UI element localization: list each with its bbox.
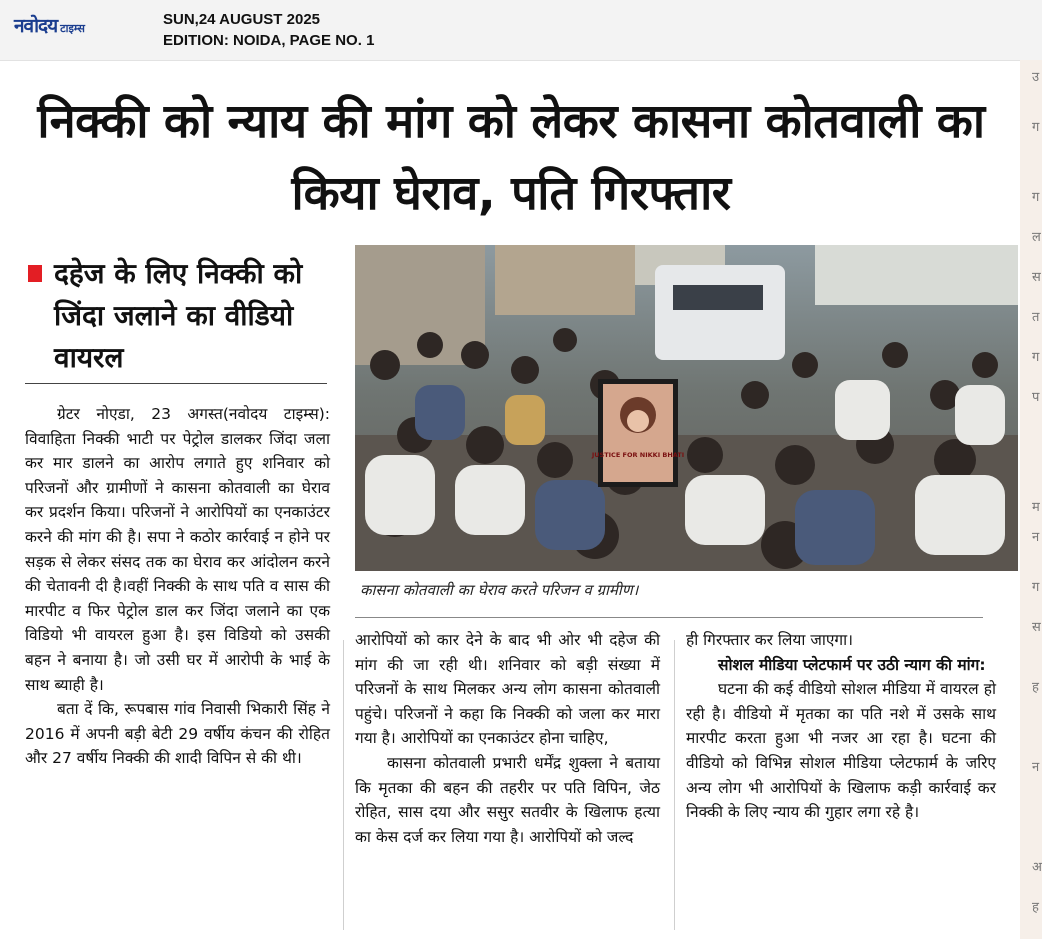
photo-caption: कासना कोतवाली का घेराव करते परिजन व ग्रामीण।: [360, 581, 639, 599]
article-paragraph: बता दें कि, रूपबास गांव निवासी भिकारी सिंह ने 2016 में अपनी बड़ी बेटी 29 वर्षीय कंचन की रोहित और 27 वर्षीय निक्की की शादी विपिन से की थी।: [25, 700, 330, 768]
edition-date: SUN,24 AUGUST 2025: [163, 11, 321, 28]
article-column-1: [25, 402, 330, 771]
logo-wordmark: नवोदय: [14, 15, 58, 37]
article-paragraph: ही गिरफ्तार कर लिया जाएगा।: [686, 631, 854, 649]
news-photo[interactable]: [355, 245, 1018, 571]
article-paragraph: आरोपियों को कार देने के बाद भी ओर भी दहेज की मांग की जा रही थी। शनिवार को बड़ी संख्या में परिजनों के साथ मिलकर अन्य लोग कासना कोतवाली पहुंचे। परिजनों ने कहा कि निक्की को जला कर मारा गया है। आरोपियों का एनकाउंटर होना चाहिए,: [355, 631, 660, 748]
edition-header-bar: [0, 0, 1042, 61]
article-column-3: [686, 628, 996, 825]
article-column-2: [355, 628, 660, 849]
poster-text: JUSTICE FOR NIKKI BHATI: [591, 451, 685, 459]
article-paragraph: ग्रेटर नोएडा, 23 अगस्त(नवोदय टाइम्स): विवाहिता निक्की भाटी पर पेट्रोल डालकर जिंदा जला कर मार डालने का आरोप लगाते हुए शनिवार को परिजनों और ग्रामीणों ने कासना कोतवाली का घेराव कर प्रदर्शन किया। परिजनों ने आरोपियों का एनकाउंटर करने की मांग की है। सपा ने कठोर कार्रवाई न होने पर सड़क से लेकर संसद तक का घेराव कर आंदोलन करने की चेतावनी दी है।वहीं निक्की के साथ पति व सास की मारपीट व फिर पेट्रोल डाल कर जिंदा जलाने का एक विडियो भी वायरल हुआ है। इस विडियो को उसकी बहन ने बनाया है। जो उसी घर में आरोपी के भाई के साथ ब्याही है।: [25, 405, 330, 694]
subhead-rule: [25, 383, 327, 384]
edition-info: [163, 9, 374, 51]
logo-subtitle: टाइम्स: [60, 22, 85, 35]
red-bullet-marker: [28, 265, 42, 282]
adjacent-article-strip: उ ग ग ल स त ग प म न ग स ह न अ ह: [1020, 60, 1042, 939]
article-paragraph: घटना की कई वीडियो सोशल मीडिया में वायरल हो रही है। वीडियो में मृतका का पति नशे में उसके साथ मारपीट करता हुआ भी नजर आ रहा है। घटना की वीडियो को विभिन्न सोशल मीडिया प्लेटफार्म के जरिए अन्य लोग भी आरोपियों के खिलाफ कड़ी कार्रवाई कर निक्की के लिए न्याय की गुहार लगा रहे है।: [686, 680, 996, 822]
edition-page: EDITION: NOIDA, PAGE NO. 1: [163, 32, 375, 49]
protest-crowd-image: [355, 245, 1018, 571]
article-paragraph: कासना कोतवाली प्रभारी धर्मेंद्र शुक्ला ने बताया कि मृतका की बहन की तहरीर पर पति विपिन, जेठ रोहित, सास दया और ससुर सतवीर के खिलाफ हत्या का केस दर्ज कर लिया गया है। आरोपियों को जल्द: [355, 753, 660, 846]
section-subheading: सोशल मीडिया प्लेटफार्म पर उठी न्याग की मांग:: [718, 655, 986, 674]
column-divider: [343, 640, 344, 930]
column-divider: [674, 640, 675, 930]
sub-headline-text: दहेज के लिए निक्की को जिंदा जलाने का वीडियो वायरल: [54, 257, 303, 374]
caption-rule: [355, 617, 983, 618]
newspaper-logo[interactable]: [14, 12, 85, 36]
main-headline: निक्की को न्याय की मांग को लेकर कासना कोतवाली का किया घेराव, पति गिरफ्तार: [37, 94, 985, 221]
